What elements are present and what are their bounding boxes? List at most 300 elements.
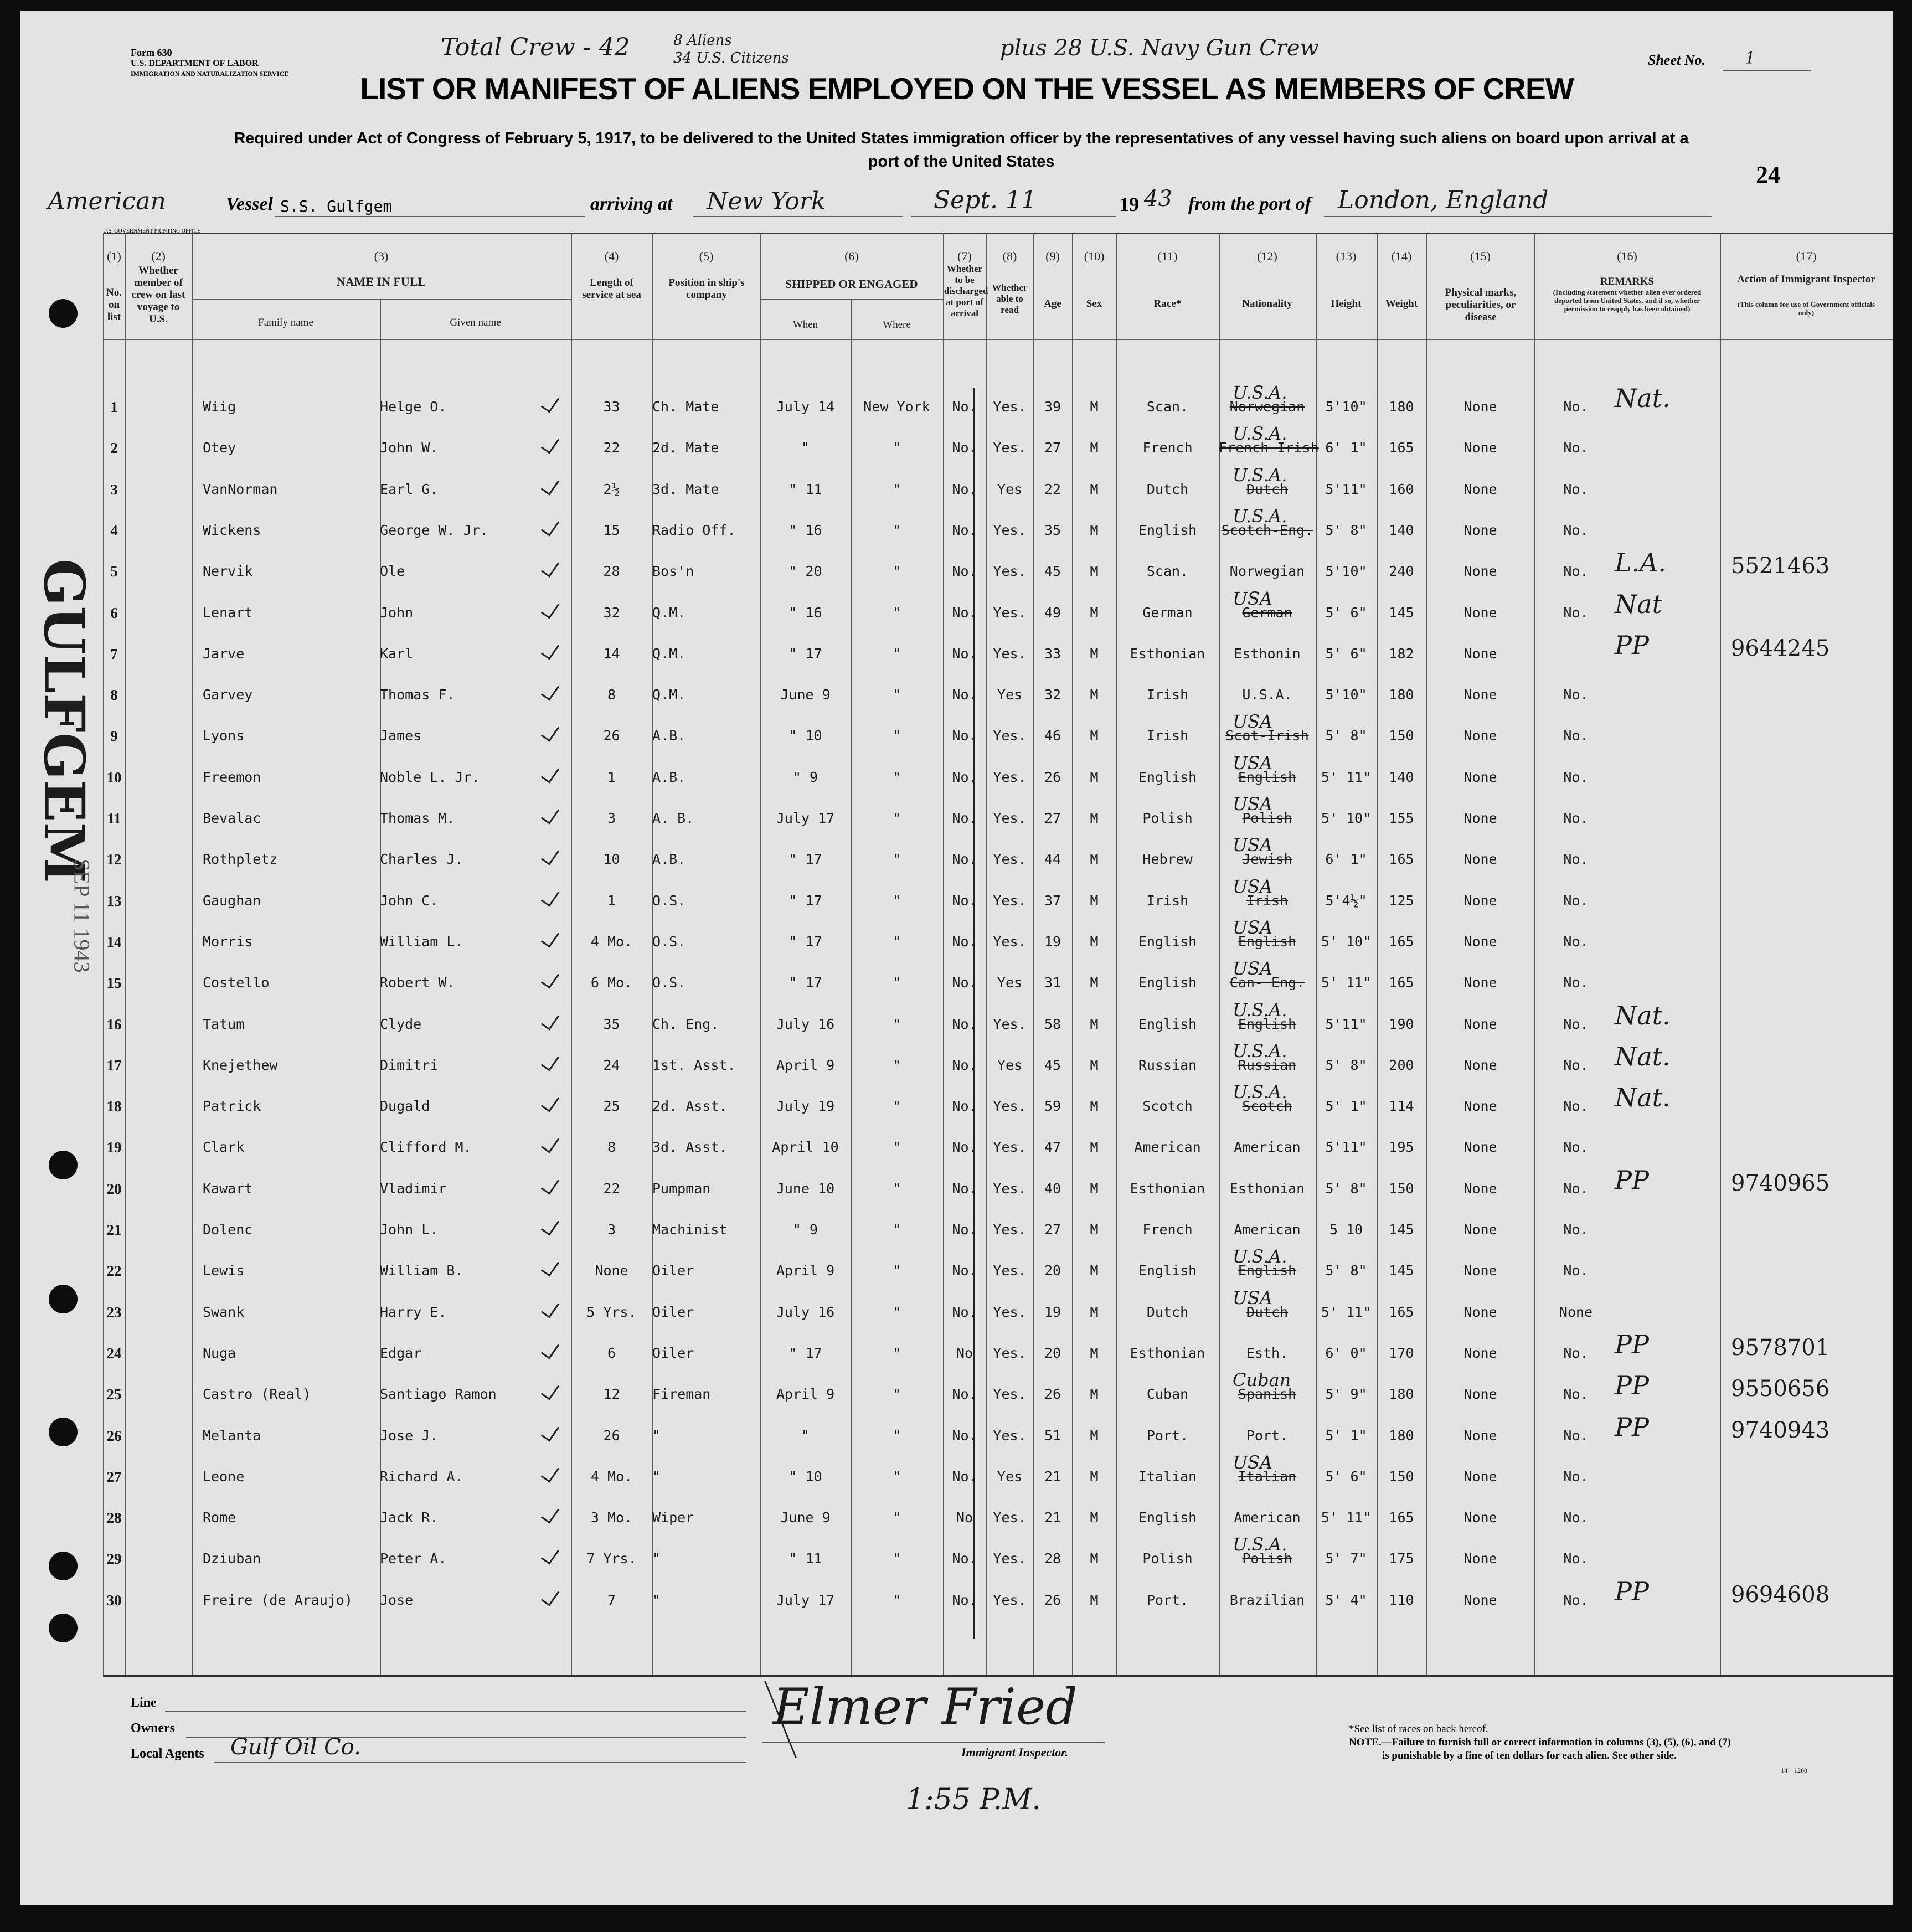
nationality: French-Irish [1219,440,1319,456]
race: American [1134,1139,1201,1155]
discharged: No. [952,893,977,909]
service-length: 35 [603,1016,620,1032]
nationality-correction: U.S.A. [1233,1040,1287,1062]
given-name: John C. [380,893,439,909]
position: Wiper [652,1509,694,1526]
colhd-when: When [792,319,818,331]
remarks: No. [1563,1592,1589,1608]
height: 5' 1" [1325,1428,1367,1444]
race: Scan. [1146,399,1189,415]
shipped-when: July 14 [776,399,835,415]
family-name: Swank [203,1304,245,1320]
position: Q.M. [652,646,686,662]
discharged: No. [952,975,977,991]
service-length: 12 [603,1386,620,1402]
service-length: 4 Mo. [590,1469,633,1485]
remarks: No. [1563,1550,1589,1567]
nationality: Esthonian [1229,1181,1305,1197]
nationality-correction: USA [1233,588,1272,609]
shipped-where: " [892,1345,901,1361]
colnum-8: (8) [1002,249,1017,263]
remarks: No. [1563,728,1589,744]
weight: 180 [1389,687,1414,703]
height: 5'10" [1325,399,1367,415]
family-name: Gaughan [203,893,261,909]
height: 6' 1" [1325,440,1367,456]
colnum-16: (16) [1617,249,1637,263]
arrival-date: Sept. 11 [934,186,1037,214]
arriving-port: New York [707,187,826,215]
nationality: Spanish [1238,1386,1297,1402]
race: Esthonian [1130,1181,1205,1197]
race: Scan. [1146,563,1189,579]
remarks-handwritten: PP [1615,1371,1649,1400]
nationality: Esth. [1246,1345,1289,1361]
weight: 150 [1389,1469,1414,1485]
nationality-correction: USA [1233,753,1272,774]
sex: M [1090,1345,1099,1361]
colhd-4: Length of service at sea [582,277,641,301]
weight: 145 [1389,605,1414,621]
remarks: No. [1563,1386,1589,1402]
physical-marks: None [1463,1509,1497,1526]
discharged: No. [952,934,977,950]
row-number: 6 [110,605,118,621]
given-name: Thomas F. [380,687,455,703]
nationality: American [1234,1139,1301,1155]
shipped-when: June 10 [776,1181,835,1197]
remarks: No. [1563,934,1589,950]
shipped-when: " 17 [788,646,822,662]
nationality-correction: USA [1233,917,1272,938]
weight: 182 [1389,646,1414,662]
nationality-correction: U.S.A. [1233,382,1287,403]
weight: 140 [1389,522,1414,538]
position: Bos'n [652,563,694,579]
race: French [1142,440,1193,456]
weight: 155 [1389,810,1414,826]
nationality: English [1238,769,1297,785]
age: 33 [1044,646,1061,662]
position: " [652,1469,661,1485]
physical-marks: None [1463,893,1497,909]
service-length: None [595,1263,628,1279]
physical-marks: None [1463,975,1497,991]
nationality: Jewish [1242,851,1292,867]
nationality: American [1234,1222,1301,1238]
sex: M [1090,1509,1099,1526]
given-name: William L. [380,934,463,950]
remarks-handwritten: PP [1615,1330,1649,1359]
row-number: 15 [106,975,122,991]
race: English [1138,975,1197,991]
row-number: 7 [110,646,118,662]
position: Q.M. [652,605,686,621]
physical-marks: None [1463,1550,1497,1567]
family-name: Morris [203,934,253,950]
aliens-note: 8 Aliens [673,32,732,49]
shipped-when: " [801,440,810,456]
shipped-when: " [801,1428,810,1444]
able-to-read: Yes. [993,1098,1027,1114]
shipped-when: July 17 [776,1592,835,1608]
sex: M [1090,481,1099,497]
discharged: No. [952,1181,977,1197]
height: 5'11" [1325,481,1367,497]
shipped-when: July 17 [776,810,835,826]
sex: M [1090,1550,1099,1567]
race: Polish [1142,1550,1193,1567]
position: Ch. Eng. [652,1016,719,1032]
discharged: No. [952,1263,977,1279]
row-number: 21 [106,1222,122,1238]
sex: M [1090,1181,1099,1197]
discharged: No. [952,605,977,621]
given-name: Clyde [380,1016,422,1032]
shipped-when: June 9 [780,1509,831,1526]
sex: M [1090,769,1099,785]
age: 21 [1044,1469,1061,1485]
row-number: 18 [106,1098,122,1115]
nationality-correction: USA [1233,834,1272,856]
remarks: No. [1563,605,1589,621]
weight: 165 [1389,1304,1414,1320]
height: 5'10" [1325,687,1367,703]
colhd-13: Height [1331,298,1362,310]
inspector-action-number: 9578701 [1731,1335,1830,1361]
colhd-8: Whether able to read [992,282,1028,315]
able-to-read: Yes. [993,1345,1027,1361]
race: English [1138,522,1197,538]
race: English [1138,1509,1197,1526]
family-name: Wiig [203,399,236,415]
able-to-read: Yes. [993,769,1027,785]
physical-marks: None [1463,1057,1497,1073]
family-name: Rothpletz [203,851,278,867]
race: English [1138,1016,1197,1032]
height: 5' 6" [1325,1469,1367,1485]
row-number: 25 [106,1386,122,1403]
family-name: Knejethew [203,1057,278,1073]
colhd-11: Race* [1153,298,1182,310]
position: Machinist [652,1222,728,1238]
age: 31 [1044,975,1061,991]
age: 22 [1044,481,1061,497]
punch-hole [49,299,78,328]
nationality: Dutch [1246,481,1289,497]
shipped-when: " 16 [788,522,822,538]
family-name: Lenart [203,605,253,621]
able-to-read: Yes. [993,605,1027,621]
able-to-read: Yes. [993,1386,1027,1402]
weight: 200 [1389,1057,1414,1073]
position: Radio Off. [652,522,736,538]
family-name: Freire (de Araujo) [203,1592,353,1608]
manifest-sheet [20,11,1893,1905]
shipped-where: " [892,440,901,456]
sex: M [1090,975,1099,991]
given-name: Clifford M. [380,1139,472,1155]
nationality: Brazilian [1229,1592,1305,1608]
shipped-when: " 16 [788,605,822,621]
able-to-read: Yes. [993,1222,1027,1238]
height: 5' 8" [1325,1057,1367,1073]
colnum-17: (17) [1796,249,1817,263]
row-number: 4 [110,522,118,539]
shipped-where: " [892,481,901,497]
physical-marks: None [1463,1016,1497,1032]
family-name: Wickens [203,522,261,538]
colnum-10: (10) [1084,249,1105,263]
discharged: No. [952,1098,977,1114]
sex: M [1090,605,1099,621]
colnum-13: (13) [1336,249,1357,263]
discharged: No. [952,1139,977,1155]
side-stamp: GULFGEM [32,559,97,884]
service-length: 4 Mo. [590,934,633,950]
race: Scotch [1142,1098,1193,1114]
year-prefix: 19 [1119,193,1139,215]
shipped-where: " [892,1057,901,1073]
colhd-6: SHIPPED OR ENGAGED [785,277,918,291]
weight: 175 [1389,1550,1414,1567]
remarks: No. [1563,810,1589,826]
race: Hebrew [1142,851,1193,867]
remarks: No. [1563,1181,1589,1197]
race: Port. [1146,1428,1189,1444]
nationality: Dutch [1246,1304,1289,1320]
row-number: 9 [110,728,118,744]
race: Polish [1142,810,1193,826]
discharged: No. [952,1550,977,1567]
remarks: No. [1563,1057,1589,1073]
given-name: Richard A. [380,1469,463,1485]
position: O.S. [652,934,686,950]
family-name: Jarve [203,646,245,662]
family-name: Lewis [203,1263,245,1279]
footer-agents-label: Local Agents [131,1746,204,1761]
shipped-when: June 9 [780,687,831,703]
family-name: Dolenc [203,1222,253,1238]
height: 5' 8" [1325,1263,1367,1279]
sex: M [1090,522,1099,538]
remarks: No. [1563,851,1589,867]
punch-hole [49,1552,78,1580]
weight: 160 [1389,481,1414,497]
nationality-correction: U.S.A. [1233,1246,1287,1267]
race: Italian [1138,1469,1197,1485]
position: 2d. Mate [652,440,719,456]
colhd-12: Nationality [1242,298,1292,310]
given-name: Earl G. [380,481,439,497]
service-length: 3 [607,810,616,826]
family-name: Rome [203,1509,236,1526]
shipped-when: July 19 [776,1098,835,1114]
remarks: No. [1563,399,1589,415]
row-number: 16 [106,1016,122,1033]
shipped-when: " 11 [788,1550,822,1567]
able-to-read: Yes. [993,1181,1027,1197]
nationality: German [1242,605,1292,621]
shipped-where: " [892,646,901,662]
given-name: Vladimir [380,1181,447,1197]
race: Russian [1138,1057,1197,1073]
colhd-9: Age [1044,298,1061,310]
able-to-read: Yes. [993,440,1027,456]
weight: 140 [1389,769,1414,785]
service-length: 32 [603,605,620,621]
colhd-16: REMARKS [1600,276,1655,287]
service-length: 26 [603,728,620,744]
shipped-where: " [892,1592,901,1608]
height: 5' 1" [1325,1098,1367,1114]
weight: 165 [1389,934,1414,950]
colhd-10: Sex [1086,298,1102,310]
shipped-where: " [892,851,901,867]
able-to-read: Yes. [993,563,1027,579]
family-name: Freemon [203,769,261,785]
colhd-where: Where [883,319,911,331]
age: 47 [1044,1139,1061,1155]
shipped-where: " [892,563,901,579]
given-name: John L. [380,1222,439,1238]
colnum-14: (14) [1391,249,1412,263]
inspector-action-number: 9740943 [1731,1418,1830,1443]
from-label: from the port of [1188,194,1311,214]
given-name: George W. Jr. [380,522,488,538]
row-number: 24 [106,1345,122,1362]
shipped-when: " 17 [788,934,822,950]
physical-marks: None [1463,646,1497,662]
shipped-when: April 9 [776,1386,835,1402]
colhd-given: Given name [450,317,501,328]
sex: M [1090,1469,1099,1485]
remarks: No. [1563,1469,1589,1485]
given-name: Edgar [380,1345,422,1361]
remarks: No. [1563,687,1589,703]
able-to-read: Yes. [993,851,1027,867]
sex: M [1090,440,1099,456]
discharged: No. [952,646,977,662]
remarks: No. [1563,975,1589,991]
remarks-handwritten: Nat. [1615,383,1671,413]
position: A.B. [652,769,686,785]
weight: 165 [1389,1509,1414,1526]
service-length: 1 [607,893,616,909]
given-name: Santiago Ramon [380,1386,497,1402]
weight: 180 [1389,399,1414,415]
nationality-correction: USA [1233,876,1272,897]
height: 5' 4" [1325,1592,1367,1608]
nationality-correction: U.S.A. [1233,423,1287,444]
discharged: No. [952,1016,977,1032]
sex: M [1090,728,1099,744]
colnum-12: (12) [1257,249,1277,263]
colhd-14: Weight [1385,298,1418,310]
physical-marks: None [1463,481,1497,497]
position: 3d. Mate [652,481,719,497]
inspector-action-number: 9644245 [1731,636,1830,661]
nationality: Italian [1238,1469,1297,1485]
weight: 110 [1389,1592,1414,1608]
sex: M [1090,1098,1099,1114]
weight: 190 [1389,1016,1414,1032]
time-note: 1:55 P.M. [906,1783,1042,1816]
sex: M [1090,563,1099,579]
footer-line-label: Line [131,1696,157,1710]
row-number: 11 [107,810,121,827]
given-name: John [380,605,414,621]
family-name: Nuga [203,1345,236,1361]
given-name: William B. [380,1263,463,1279]
shipped-where: " [892,810,901,826]
shipped-where: " [892,687,901,703]
required-line-2: port of the United States [868,153,1055,171]
row-number: 28 [106,1509,122,1526]
position: Oiler [652,1263,694,1279]
service-length: 6 Mo. [590,975,633,991]
physical-marks: None [1463,1592,1497,1608]
sex: M [1090,851,1099,867]
service-length: 22 [603,1181,620,1197]
nationality-correction: U.S.A. [1233,1081,1287,1102]
discharged: No. [952,399,977,415]
date-stamp: SEP 11 1943 [69,858,95,973]
row-number: 23 [106,1304,122,1321]
note-line-1: NOTE.—Failure to furnish full or correct information in columns (3), (5), (6), and (7) [1349,1737,1731,1748]
form-number: Form 630 [131,47,172,58]
sex: M [1090,1222,1099,1238]
nationality: American [1234,1509,1301,1526]
physical-marks: None [1463,687,1497,703]
position: A.B. [652,851,686,867]
remarks: No. [1563,1263,1589,1279]
given-name: Helge O. [380,399,447,415]
physical-marks: None [1463,1263,1497,1279]
colnum-3: (3) [374,249,389,263]
service-length: 24 [603,1057,620,1073]
race: Esthonian [1130,1345,1205,1361]
shipped-where: " [892,728,901,744]
age: 58 [1044,1016,1061,1032]
discharged: No [956,1509,973,1526]
age: 26 [1044,1592,1061,1608]
shipped-where: " [892,1428,901,1444]
family-name: Leone [203,1469,245,1485]
physical-marks: None [1463,1139,1497,1155]
physical-marks: None [1463,563,1497,579]
colhd-15: Physical marks, peculiarities, or disease [1445,287,1517,323]
able-to-read: Yes. [993,1592,1027,1608]
sex: M [1090,1057,1099,1073]
weight: 165 [1389,851,1414,867]
physical-marks: None [1463,1098,1497,1114]
height: 5' 6" [1325,605,1367,621]
physical-marks: None [1463,399,1497,415]
row-number: 19 [106,1139,122,1156]
discharged: No. [952,1222,977,1238]
colnum-6: (6) [844,249,859,263]
age: 49 [1044,605,1061,621]
able-to-read: Yes. [993,1428,1027,1444]
race: English [1138,934,1197,950]
height: 5' 8" [1325,1181,1367,1197]
punch-hole [49,1151,78,1179]
sex: M [1090,893,1099,909]
from-port: London, England [1338,186,1549,214]
row-number: 17 [106,1057,122,1074]
footer-owners-label: Owners [131,1721,175,1735]
